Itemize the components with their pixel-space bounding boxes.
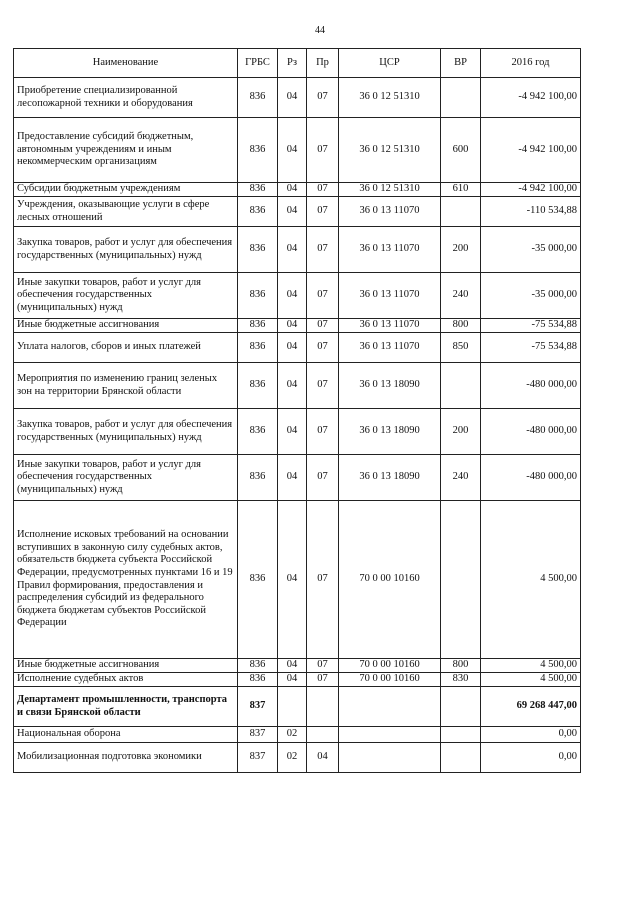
cell-grbs: 836 xyxy=(238,197,278,227)
cell-pr: 07 xyxy=(307,227,339,273)
column-header-name: Наименование xyxy=(14,49,238,78)
cell-csr xyxy=(339,727,441,743)
cell-rz: 04 xyxy=(278,363,307,409)
cell-vr: 200 xyxy=(441,227,481,273)
cell-grbs: 837 xyxy=(238,687,278,727)
cell-rz: 04 xyxy=(278,455,307,501)
cell-pr: 07 xyxy=(307,501,339,659)
cell-csr: 70 0 00 10160 xyxy=(339,659,441,673)
cell-name: Департамент промышленности, транспорта и связи Брянской области xyxy=(14,687,238,727)
cell-csr: 36 0 12 51310 xyxy=(339,183,441,197)
cell-rz: 04 xyxy=(278,118,307,183)
table-row xyxy=(14,501,581,659)
cell-csr: 70 0 00 10160 xyxy=(339,673,441,687)
table-row xyxy=(14,727,581,743)
cell-rz: 04 xyxy=(278,197,307,227)
cell-csr: 36 0 13 11070 xyxy=(339,319,441,333)
cell-name: Учреждения, оказывающие услуги в сфере лесных отношений xyxy=(14,197,238,227)
column-header-csr: ЦСР xyxy=(339,49,441,78)
cell-pr: 04 xyxy=(307,743,339,773)
cell-grbs: 836 xyxy=(238,659,278,673)
cell-pr: 07 xyxy=(307,78,339,118)
cell-rz: 04 xyxy=(278,673,307,687)
cell-pr: 07 xyxy=(307,455,339,501)
cell-amount: -35 000,00 xyxy=(481,273,581,319)
cell-amount: 4 500,00 xyxy=(481,659,581,673)
cell-name: Мероприятия по изменению границ зеленых зон на территории Брянской области xyxy=(14,363,238,409)
cell-csr: 36 0 13 18090 xyxy=(339,409,441,455)
cell-name: Закупка товаров, работ и услуг для обеспечения государственных (муниципальных) нужд xyxy=(14,227,238,273)
cell-rz: 02 xyxy=(278,743,307,773)
cell-rz: 04 xyxy=(278,78,307,118)
table-row xyxy=(14,78,581,118)
table-row xyxy=(14,227,581,273)
cell-grbs: 836 xyxy=(238,673,278,687)
cell-rz: 04 xyxy=(278,409,307,455)
cell-grbs: 836 xyxy=(238,319,278,333)
cell-csr xyxy=(339,743,441,773)
cell-amount: -35 000,00 xyxy=(481,227,581,273)
column-header-vr: ВР xyxy=(441,49,481,78)
cell-amount: 4 500,00 xyxy=(481,673,581,687)
table-row xyxy=(14,183,581,197)
cell-vr: 800 xyxy=(441,319,481,333)
cell-name: Исполнение судебных актов xyxy=(14,673,238,687)
cell-amount: -4 942 100,00 xyxy=(481,183,581,197)
cell-amount: -110 534,88 xyxy=(481,197,581,227)
cell-grbs: 837 xyxy=(238,743,278,773)
column-header-grbs: ГРБС xyxy=(238,49,278,78)
table-row xyxy=(14,333,581,363)
table-header-row xyxy=(14,49,581,78)
cell-rz: 04 xyxy=(278,319,307,333)
cell-name: Мобилизационная подготовка экономики xyxy=(14,743,238,773)
cell-amount: -480 000,00 xyxy=(481,363,581,409)
table-row xyxy=(14,409,581,455)
cell-rz: 04 xyxy=(278,183,307,197)
cell-vr xyxy=(441,363,481,409)
cell-vr: 240 xyxy=(441,273,481,319)
table-row xyxy=(14,659,581,673)
page-number: 44 xyxy=(315,25,325,36)
cell-csr: 36 0 13 11070 xyxy=(339,197,441,227)
cell-csr: 36 0 13 11070 xyxy=(339,227,441,273)
cell-grbs: 836 xyxy=(238,273,278,319)
column-header-year: 2016 год xyxy=(481,49,581,78)
cell-rz: 04 xyxy=(278,659,307,673)
cell-amount: -480 000,00 xyxy=(481,455,581,501)
cell-rz: 04 xyxy=(278,333,307,363)
cell-amount: 4 500,00 xyxy=(481,501,581,659)
cell-grbs: 836 xyxy=(238,363,278,409)
cell-rz: 04 xyxy=(278,273,307,319)
cell-name: Иные бюджетные ассигнования xyxy=(14,319,238,333)
cell-grbs: 836 xyxy=(238,333,278,363)
cell-name: Национальная оборона xyxy=(14,727,238,743)
cell-name: Закупка товаров, работ и услуг для обеспечения государственных (муниципальных) нужд xyxy=(14,409,238,455)
cell-pr: 07 xyxy=(307,409,339,455)
cell-vr: 600 xyxy=(441,118,481,183)
cell-vr xyxy=(441,743,481,773)
cell-amount: -75 534,88 xyxy=(481,319,581,333)
cell-vr: 830 xyxy=(441,673,481,687)
cell-pr: 07 xyxy=(307,363,339,409)
cell-pr: 07 xyxy=(307,319,339,333)
cell-name: Уплата налогов, сборов и иных платежей xyxy=(14,333,238,363)
cell-csr: 36 0 13 18090 xyxy=(339,363,441,409)
cell-pr xyxy=(307,687,339,727)
cell-amount: -4 942 100,00 xyxy=(481,118,581,183)
table-body xyxy=(14,78,581,773)
cell-name: Приобретение специализированной лесопожарной техники и оборудования xyxy=(14,78,238,118)
column-header-rz: Рз xyxy=(278,49,307,78)
table-row xyxy=(14,455,581,501)
cell-grbs: 837 xyxy=(238,727,278,743)
cell-vr: 240 xyxy=(441,455,481,501)
table-row xyxy=(14,673,581,687)
cell-vr: 850 xyxy=(441,333,481,363)
cell-vr xyxy=(441,501,481,659)
cell-rz: 04 xyxy=(278,227,307,273)
cell-csr: 36 0 12 51310 xyxy=(339,118,441,183)
table-row xyxy=(14,363,581,409)
cell-csr: 70 0 00 10160 xyxy=(339,501,441,659)
cell-grbs: 836 xyxy=(238,183,278,197)
cell-amount: 0,00 xyxy=(481,727,581,743)
cell-amount: 69 268 447,00 xyxy=(481,687,581,727)
cell-vr xyxy=(441,197,481,227)
cell-pr: 07 xyxy=(307,333,339,363)
table-row xyxy=(14,273,581,319)
cell-vr: 610 xyxy=(441,183,481,197)
cell-rz: 02 xyxy=(278,727,307,743)
column-header-pr: Пр xyxy=(307,49,339,78)
cell-name: Иные закупки товаров, работ и услуг для обеспечения государственных (муниципальных) нужд xyxy=(14,455,238,501)
cell-pr: 07 xyxy=(307,118,339,183)
cell-pr: 07 xyxy=(307,197,339,227)
cell-vr xyxy=(441,78,481,118)
cell-amount: -75 534,88 xyxy=(481,333,581,363)
table-row xyxy=(14,319,581,333)
cell-vr: 800 xyxy=(441,659,481,673)
cell-csr xyxy=(339,687,441,727)
cell-csr: 36 0 13 18090 xyxy=(339,455,441,501)
cell-pr xyxy=(307,727,339,743)
cell-grbs: 836 xyxy=(238,409,278,455)
cell-vr: 200 xyxy=(441,409,481,455)
table-row xyxy=(14,687,581,727)
cell-grbs: 836 xyxy=(238,118,278,183)
cell-name: Субсидии бюджетным учреждениям xyxy=(14,183,238,197)
cell-name: Исполнение исковых требований на основании вступивших в законную силу судебных актов, обязательств бюджета субъекта Российской Федерации, предусмотренных пунктами 16 и 19 Правил формирования, предоставления и распределения субсидий из федерального бюджета бюджетам субъектов Российской Федерации xyxy=(14,501,238,659)
budget-table xyxy=(13,48,581,773)
cell-grbs: 836 xyxy=(238,455,278,501)
cell-pr: 07 xyxy=(307,659,339,673)
cell-csr: 36 0 12 51310 xyxy=(339,78,441,118)
cell-pr: 07 xyxy=(307,273,339,319)
cell-pr: 07 xyxy=(307,673,339,687)
cell-csr: 36 0 13 11070 xyxy=(339,273,441,319)
cell-name: Иные закупки товаров, работ и услуг для обеспечения государственных (муниципальных) нужд xyxy=(14,273,238,319)
cell-name: Предоставление субсидий бюджетным, автономным учреждениям и иным некоммерческим организациям xyxy=(14,118,238,183)
cell-rz: 04 xyxy=(278,501,307,659)
cell-amount: -4 942 100,00 xyxy=(481,78,581,118)
cell-amount: 0,00 xyxy=(481,743,581,773)
table-row xyxy=(14,118,581,183)
cell-grbs: 836 xyxy=(238,501,278,659)
cell-pr: 07 xyxy=(307,183,339,197)
cell-grbs: 836 xyxy=(238,78,278,118)
cell-csr: 36 0 13 11070 xyxy=(339,333,441,363)
cell-grbs: 836 xyxy=(238,227,278,273)
table-row xyxy=(14,197,581,227)
cell-name: Иные бюджетные ассигнования xyxy=(14,659,238,673)
table-row xyxy=(14,743,581,773)
cell-vr xyxy=(441,687,481,727)
cell-rz xyxy=(278,687,307,727)
cell-amount: -480 000,00 xyxy=(481,409,581,455)
cell-vr xyxy=(441,727,481,743)
